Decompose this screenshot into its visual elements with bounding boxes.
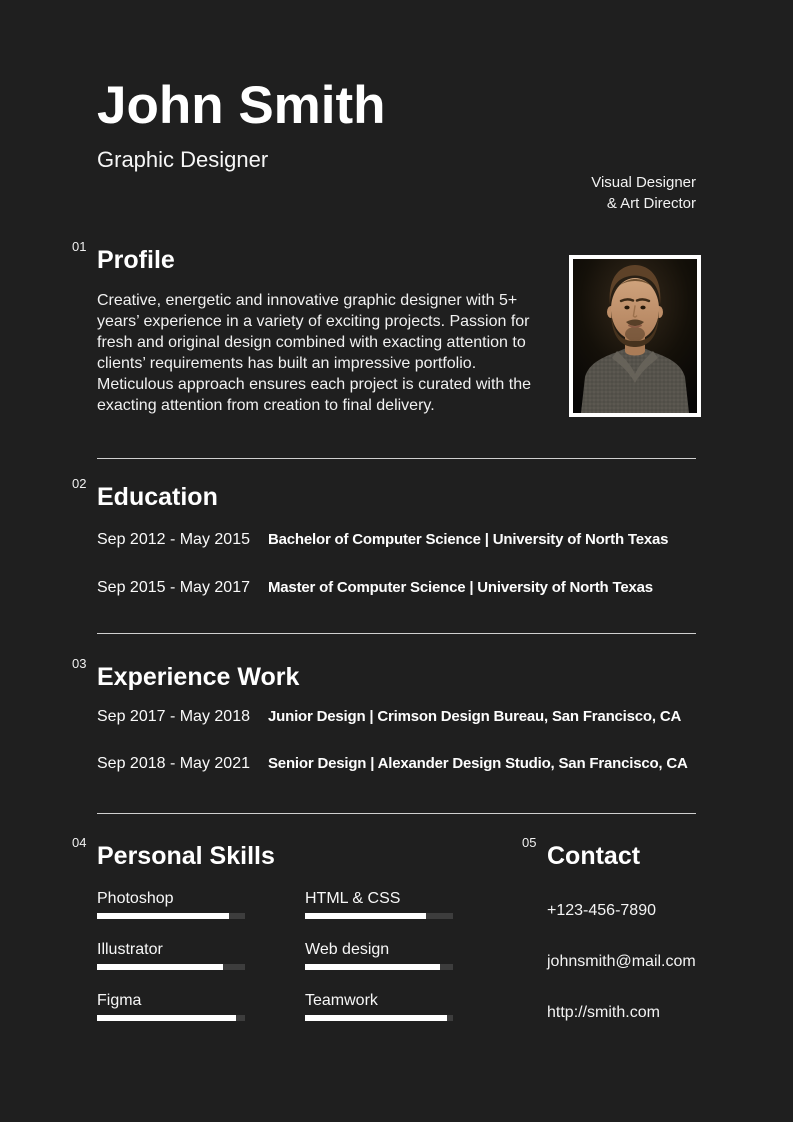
skill-item (305, 940, 453, 970)
section-divider (97, 633, 696, 634)
contact-list (547, 901, 696, 1023)
skill-item (305, 889, 453, 919)
education-item (97, 530, 696, 550)
skill-bar-fill (97, 964, 223, 970)
experience-item (97, 707, 696, 727)
skill-bar (97, 913, 245, 919)
skill-bar-fill (305, 1015, 447, 1021)
section-divider (97, 813, 696, 814)
experience-item (97, 754, 696, 774)
skill-item (97, 991, 245, 1021)
skill-item (97, 940, 245, 970)
section-heading-education: Education (97, 483, 218, 511)
name-heading: John Smith (97, 76, 386, 135)
skill-bar (305, 913, 453, 919)
item-dates: Sep 2017 - May 2018 (97, 708, 250, 725)
item-dates: Sep 2012 - May 2015 (97, 531, 250, 548)
item-dates: Sep 2018 - May 2021 (97, 755, 250, 772)
header (97, 76, 696, 214)
item-dates: Sep 2015 - May 2017 (97, 579, 250, 596)
section-heading-profile: Profile (97, 246, 175, 274)
skill-bar-fill (305, 913, 426, 919)
section-heading-contact: Contact (547, 842, 641, 870)
skill-bar-fill (97, 913, 229, 919)
skill-item (305, 991, 453, 1021)
item-description: Junior Design | Crimson Design Bureau, San Francisco, CA (268, 708, 682, 725)
tagline-line-2: & Art Director (606, 195, 696, 212)
skills-grid (97, 889, 453, 1021)
contact-item-website: http://smith.com (547, 1004, 660, 1021)
skill-bar (305, 1015, 453, 1021)
contact-item-email: johnsmith@mail.com (547, 953, 696, 970)
section-number: 03 (72, 656, 87, 671)
skill-label: Photoshop (97, 890, 174, 907)
section-number: 02 (72, 476, 87, 491)
contact-item-phone: +123-456-7890 (547, 902, 656, 919)
section-number: 05 (522, 835, 537, 850)
section-profile (72, 239, 696, 416)
education-item (97, 578, 696, 598)
job-title: Graphic Designer (97, 147, 269, 172)
skill-label: HTML & CSS (305, 890, 401, 907)
skill-label: Figma (97, 992, 142, 1009)
skill-bar-fill (97, 1015, 236, 1021)
profile-text: Creative, energetic and innovative graphic designer with 5+ years’ experience in a variety of exciting projects. Passion for fresh and original design combined with exacting attention to clients’ requirements has built an impressive portfolio. Meticulous approach ensures each project is curated with the exacting attention from creation to final delivery. (97, 292, 532, 414)
skill-bar (97, 964, 245, 970)
portrait-photo-image (573, 259, 697, 413)
section-experience (72, 656, 696, 774)
skill-bar-fill (305, 964, 440, 970)
item-description: Senior Design | Alexander Design Studio, San Francisco, CA (268, 755, 688, 772)
section-education (72, 476, 696, 598)
section-number: 01 (72, 239, 87, 254)
skill-label: Web design (305, 941, 390, 958)
section-heading-experience: Experience Work (97, 663, 300, 691)
skill-item (97, 889, 245, 919)
skill-bar (305, 964, 453, 970)
tagline (591, 172, 696, 214)
skill-bar (97, 1015, 245, 1021)
skill-label: Teamwork (305, 992, 378, 1009)
tagline-line-1: Visual Designer (591, 174, 696, 191)
section-contact (522, 835, 696, 1023)
section-heading-skills: Personal Skills (97, 842, 275, 870)
profile-photo (569, 255, 701, 417)
item-description: Bachelor of Computer Science | University of North Texas (268, 531, 669, 548)
section-divider (97, 458, 696, 459)
skill-label: Illustrator (97, 941, 163, 958)
section-personal-skills (72, 835, 453, 1023)
section-number: 04 (72, 835, 87, 850)
item-description: Master of Computer Science | University of North Texas (268, 579, 653, 596)
